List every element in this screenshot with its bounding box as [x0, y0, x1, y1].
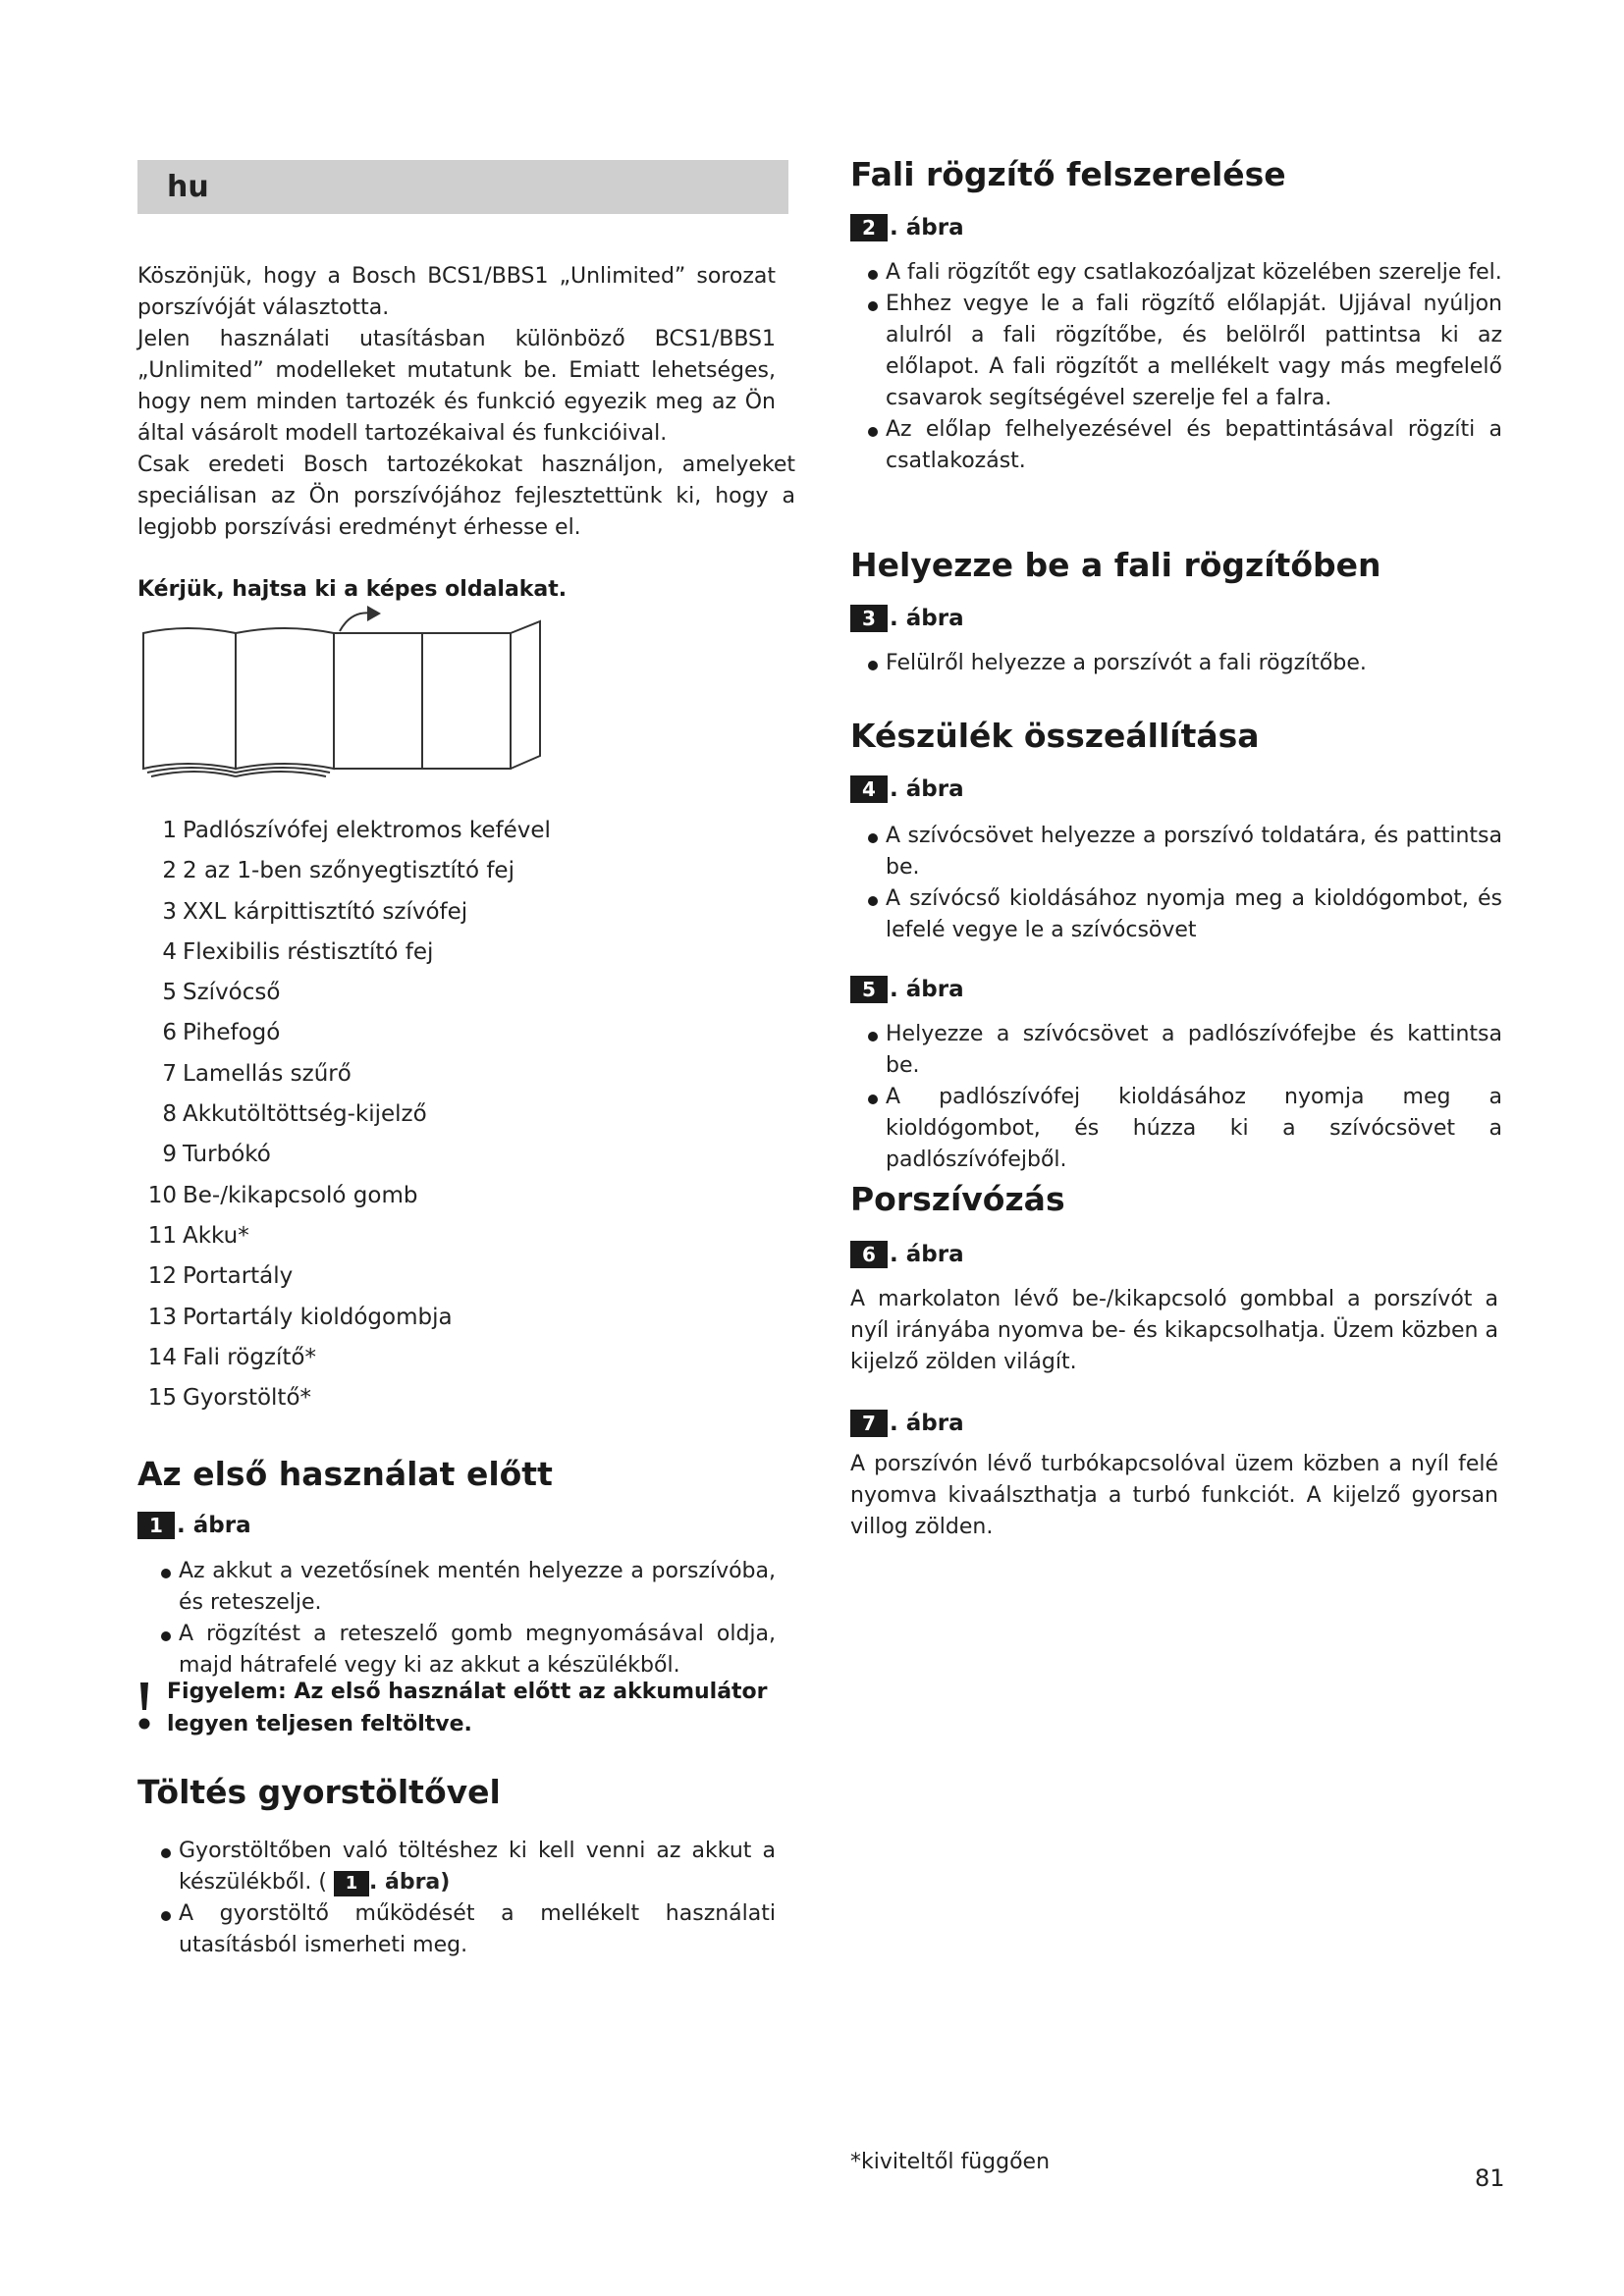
assembly-steps-fig4 [864, 821, 1502, 946]
section-title-insert-wall: Helyezze be a fali rögzítőben [850, 546, 1381, 584]
list-item: 8 Akkutöltöttség-kijelző [162, 1101, 427, 1128]
figure-ref-5: 5 . ábra [850, 976, 964, 1003]
insert-wall-steps [864, 648, 1502, 679]
list-item: Gyorstöltőben való töltéshez ki kell venni az akkut a készülékből. ( 1 . ábra) [157, 1836, 776, 1898]
list-item: Az előlap felhelyezésével és bepattintásával rögzíti a csatlakozást. [864, 414, 1502, 477]
footnote: *kiviteltől függően [850, 2150, 1051, 2174]
section-title-first-use: Az első használat előtt [137, 1455, 553, 1493]
fold-out-hint: Kérjük, hajtsa ki a képes oldalakat. [137, 577, 568, 602]
list-item: 2 2 az 1-ben szőnyegtisztító fej [162, 858, 514, 884]
list-item: 7 Lamellás szűrő [162, 1060, 352, 1087]
list-item: 6 Pihefogó [162, 1020, 281, 1046]
figure-ref-3: 3 . ábra [850, 605, 964, 632]
warning-exclamation-icon [137, 1682, 151, 1732]
figure-ref-inline-1: 1 [334, 1871, 369, 1896]
list-item: 10 Be-/kikapcsoló gomb [147, 1182, 418, 1208]
section-title-charging: Töltés gyorstöltővel [137, 1773, 501, 1811]
section-title-wall-mount: Fali rögzítő felszerelése [850, 155, 1286, 193]
intro-paragraph-3: Csak eredeti Bosch tartozékokat használjon, amelyeket speciálisan az Ön porszívójához fejlesztettünk ki, hogy a legjobb porszívási eredményt érhesse el. [137, 453, 795, 540]
list-item: 4 Flexibilis réstisztító fej [162, 938, 434, 965]
list-item: 3 XXL kárpittisztító szívófej [162, 898, 468, 925]
list-item: 13 Portartály kioldógombja [147, 1304, 453, 1330]
language-header-bar [137, 160, 788, 214]
list-item: A fali rögzítőt egy csatlakozóaljzat közelében szerelje fel. [864, 257, 1502, 289]
warning-text: Figyelem: Az első használat előtt az akkumulátor legyen teljesen feltöltve. [167, 1680, 768, 1736]
figure-ref-6: 6 . ábra [850, 1241, 964, 1268]
list-item: A padlószívófej kioldásához nyomja meg a kioldógombot, és húzza ki a szívócsövet a padlószívófejből. [864, 1082, 1502, 1176]
list-item: Ehhez vegye le a fali rögzítő előlapját. Ujjával nyúljon alulról a fali rögzítőbe, és belölről pattintsa ki az előlapot. A fali rögzítőt a mellékelt vagy más megfelelő csavarok segítségével szerelje fel a falra. [864, 289, 1502, 414]
list-item: A rögzítést a reteszelő gomb megnyomásával oldja, majd hátrafelé vegy ki az akkut a készülékből. [157, 1619, 776, 1682]
figure-ref-1: 1 . ábra [137, 1512, 251, 1539]
section-title-vacuuming: Porszívózás [850, 1180, 1065, 1218]
list-item: A gyorstöltő működését a mellékelt használati utasításból ismerheti meg. [157, 1898, 776, 1961]
list-item: Felülről helyezze a porszívót a fali rögzítőbe. [864, 648, 1502, 679]
list-item: 1 Padlószívófej elektromos kefével [162, 818, 551, 843]
first-use-steps [157, 1556, 776, 1682]
intro-paragraph-1: Köszönjük, hogy a Bosch BCS1/BBS1 „Unlimited” sorozat porszívóját választotta. [137, 264, 776, 320]
page-number: 81 [1475, 2164, 1505, 2192]
list-item: 9 Turbókó [162, 1142, 271, 1168]
list-item: A szívócső kioldásához nyomja meg a kioldógombot, és lefelé vegye le a szívócsövet [864, 883, 1502, 946]
assembly-steps-fig5 [864, 1019, 1502, 1176]
section-title-assembly: Készülék összeállítása [850, 717, 1260, 755]
wall-mount-steps [864, 257, 1502, 477]
list-item: Helyezze a szívócsövet a padlószívófejbe és kattintsa be. [864, 1019, 1502, 1082]
list-item: 15 Gyorstöltő* [147, 1385, 312, 1412]
vacuuming-text-fig7: A porszívón lévő turbókapcsolóval üzem közben a nyíl felé nyomva kivaálszthatja a turbó funkciót. A kijelző gyorsan villog zölden. [850, 1452, 1498, 1539]
charging-steps [157, 1836, 776, 1961]
list-item: 12 Portartály [147, 1263, 294, 1290]
language-code: hu [167, 170, 209, 204]
figure-ref-4: 4 . ábra [850, 775, 964, 803]
parts-list [137, 811, 687, 1418]
list-item: 11 Akku* [147, 1222, 249, 1249]
intro-paragraph-2: Jelen használati utasításban különböző BCS1/BBS1 „Unlimited” modelleket mutatunk be. Emiatt lehetséges, hogy nem minden tartozék és funkció egyezik meg az Ön által vásárolt modell tartozékaival és funkcióival. [137, 327, 776, 446]
vacuuming-text-fig6: A markolaton lévő be-/kikapcsoló gombbal a porszívót a nyíl irányába nyomva be- és kikapcsolhatja. Üzem közben a kijelző zölden világít. [850, 1287, 1498, 1374]
fold-out-pages-illustration [137, 604, 550, 780]
list-item: A szívócsövet helyezze a porszívó toldatára, és pattintsa be. [864, 821, 1502, 883]
figure-ref-2: 2 . ábra [850, 214, 964, 241]
list-item: 5 Szívócső [162, 980, 281, 1006]
list-item: Az akkut a vezetősínek mentén helyezze a porszívóba, és reteszelje. [157, 1556, 776, 1619]
fold-arrow-icon [367, 606, 381, 621]
figure-ref-7: 7 . ábra [850, 1410, 964, 1437]
list-item: 14 Fali rögzítő* [147, 1344, 316, 1370]
